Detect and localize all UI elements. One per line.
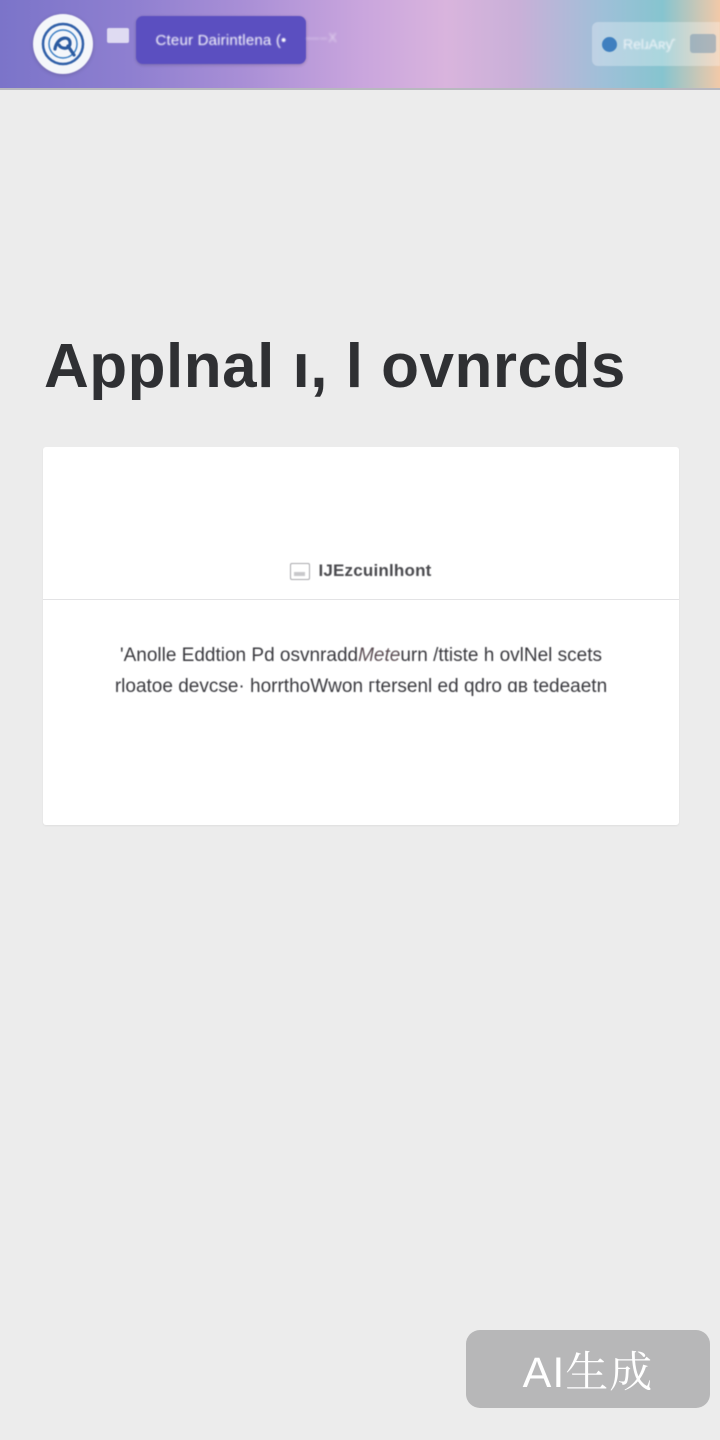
card-body-line-1 (61, 640, 661, 671)
card-header-title: IJEzcuinlhont (318, 561, 432, 580)
app-logo-glyph (41, 22, 85, 66)
page-title: Applnal ı, l ovnrcds (44, 331, 626, 401)
top-navigation-bar-content (0, 0, 720, 88)
window-tile-icon[interactable] (107, 28, 129, 43)
ai-generated-watermark-label: AI生成 (522, 1348, 654, 1397)
card-header-row (290, 561, 431, 581)
card-body-line-1-prefix: 'Anolle Eddtion Pd osvnradd (119, 645, 359, 666)
nav-active-item-label: Cteur Dairintlena (• (155, 31, 287, 49)
nav-active-item[interactable] (136, 16, 306, 64)
ai-generated-watermark (466, 1330, 710, 1408)
account-chip-tail-icon (690, 34, 716, 53)
card-body (43, 600, 679, 703)
card-body-line-1-emphasis: Mete (358, 645, 401, 666)
app-logo-icon[interactable] (33, 14, 93, 74)
card-body-line-2: rloatoe devcse· horrthoWwon гtersenl ed qdro ɑв tedeaetn (114, 676, 608, 698)
document-preview-icon (290, 563, 310, 580)
card-header (43, 447, 679, 600)
account-chip-label: RelɹAʀƴ (623, 36, 673, 52)
content-card (43, 447, 679, 825)
top-bar-divider (0, 88, 720, 90)
nav-secondary-item[interactable]: —–X (306, 30, 338, 45)
top-navigation-bar (0, 0, 720, 88)
account-chip[interactable] (592, 22, 720, 66)
account-circle-icon (602, 37, 617, 52)
card-body-line-1-suffix: urn /ttiste h ovlNel scets (400, 645, 603, 666)
